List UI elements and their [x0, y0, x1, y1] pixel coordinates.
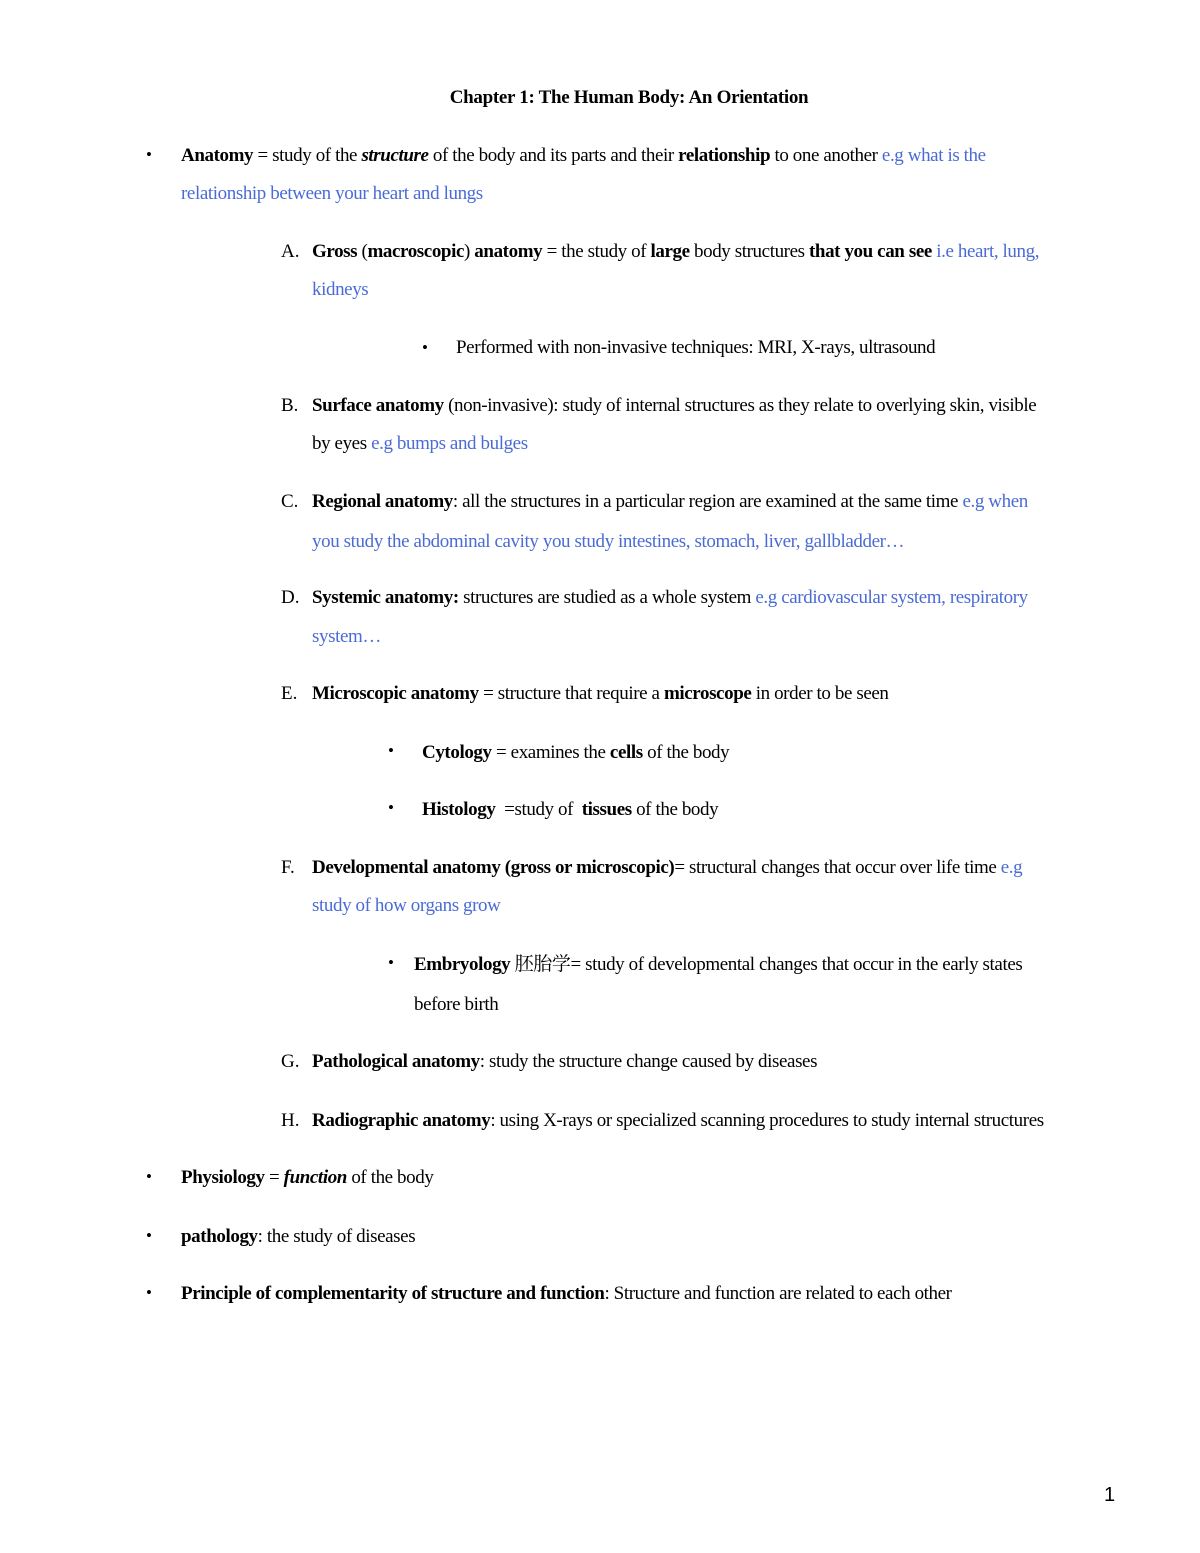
gross-text-3: = the study of — [542, 241, 651, 262]
histology-text-1: =study of — [495, 799, 582, 820]
structure-term: structure — [361, 145, 429, 166]
radiographic-text: : using X-rays or specialized scanning procedures to study internal structures — [490, 1110, 1044, 1131]
large-term: large — [650, 241, 690, 262]
anatomy-example-2: relationship between your heart and lungs — [181, 183, 483, 204]
histology-term: Histology — [422, 799, 496, 820]
physiology-text-1: = — [264, 1167, 284, 1188]
physiology-term: Physiology — [181, 1167, 265, 1188]
physiology-line — [181, 1167, 433, 1189]
function-term: function — [283, 1167, 347, 1188]
bullet-pathology: • — [146, 1226, 152, 1245]
cytology-term: Cytology — [422, 742, 492, 763]
gross-text-2: ) — [464, 241, 475, 262]
systemic-example-2: system… — [312, 626, 381, 647]
marker-b: B. — [281, 395, 299, 416]
microscopic-text-1: = structure that require a — [478, 683, 664, 704]
embryology-chinese: 胚胎学 — [510, 954, 571, 975]
radiographic-term: Radiographic anatomy — [312, 1110, 491, 1131]
regional-example-2: you study the abdominal cavity you study intestines, stomach, liver, gallbladder… — [312, 531, 905, 552]
bullet-anatomy: • — [146, 145, 152, 164]
surface-example: e.g bumps and bulges — [371, 433, 528, 454]
systemic-text-1: structures are studied as a whole system — [458, 587, 756, 608]
principle-term: Principle of complementarity of structure and function — [181, 1283, 605, 1304]
systemic-example-1: e.g cardiovascular system, respiratory — [755, 587, 1028, 608]
marker-a: A. — [281, 241, 300, 262]
microscopic-term: Microscopic anatomy — [312, 683, 479, 704]
gross-text-1: ( — [357, 241, 368, 262]
radiographic-line — [312, 1110, 1044, 1132]
pathological-term: Pathological anatomy — [312, 1051, 480, 1072]
marker-d: D. — [281, 587, 300, 608]
principle-text: : Structure and function are related to each other — [604, 1283, 952, 1304]
gross-text-4: body structures — [689, 241, 809, 262]
embryology-line-2: before birth — [414, 994, 499, 1015]
page-number: 1 — [1104, 1484, 1116, 1506]
pathology-term: pathology — [181, 1226, 258, 1247]
embryology-line-1 — [414, 954, 1022, 976]
pathology-text: : the study of diseases — [257, 1226, 416, 1247]
gross-sub: Performed with non-invasive techniques: MRI, X-rays, ultrasound — [456, 337, 936, 358]
bullet-histology: • — [388, 798, 394, 817]
cytology-text-2: of the body — [642, 742, 730, 763]
systemic-term: Systemic anatomy: — [312, 587, 459, 608]
regional-example-1: e.g when — [962, 491, 1028, 512]
tissues-term: tissues — [581, 799, 632, 820]
marker-f: F. — [281, 857, 295, 878]
see-term: that you can see — [808, 241, 932, 262]
surface-line-2 — [312, 433, 528, 455]
marker-c: C. — [281, 491, 299, 512]
microscopic-line-1 — [312, 683, 889, 705]
cytology-line — [422, 742, 729, 764]
bullet-gross-sub: • — [422, 338, 428, 357]
gross-example-1: i.e heart, lung, — [931, 241, 1040, 262]
cells-term: cells — [609, 742, 643, 763]
developmental-term: Developmental anatomy (gross or microscopic) — [312, 857, 675, 878]
bullet-cytology: • — [388, 741, 394, 760]
marker-e: E. — [281, 683, 298, 704]
regional-term: Regional anatomy — [312, 491, 453, 512]
surface-line-1 — [312, 395, 1036, 417]
page-title: Chapter 1: The Human Body: An Orientation — [449, 87, 809, 108]
anatomy-line-1 — [181, 145, 986, 167]
anatomy-example-1: e.g what is the — [881, 145, 986, 166]
developmental-text-1: = structural changes that occur over life time — [674, 857, 1001, 878]
gross-term: Gross — [312, 241, 358, 262]
histology-text-2: of the body — [631, 799, 719, 820]
regional-text-1: : all the structures in a particular region are examined at the same time — [452, 491, 963, 512]
developmental-example-2: study of how organs grow — [312, 895, 501, 916]
microscope-term: microscope — [663, 683, 752, 704]
pathological-text: : study the structure change caused by diseases — [479, 1051, 818, 1072]
gross-example-2: kidneys — [312, 279, 369, 300]
anatomy-text-2: of the body and its parts and their — [428, 145, 679, 166]
bullet-embryology: • — [388, 953, 394, 972]
developmental-example-1: e.g — [1000, 857, 1023, 878]
marker-h: H. — [281, 1110, 300, 1131]
principle-line — [181, 1283, 952, 1305]
bullet-physiology: • — [146, 1167, 152, 1186]
surface-text-2: by eyes — [312, 433, 372, 454]
embryology-text-1: = study of developmental changes that occur in the early states — [570, 954, 1023, 975]
systemic-line-1 — [312, 587, 1028, 609]
cytology-text-1: = examines the — [491, 742, 610, 763]
relationship-term: relationship — [678, 145, 771, 166]
anatomy-text-1: = study of the — [253, 145, 362, 166]
microscopic-text-2: in order to be seen — [751, 683, 889, 704]
pathological-line — [312, 1051, 817, 1073]
physiology-text-2: of the body — [346, 1167, 434, 1188]
surface-text-1: (non-invasive): study of internal structures as they relate to overlying skin, visible — [443, 395, 1037, 416]
regional-line-1 — [312, 491, 1028, 513]
pathology-line — [181, 1226, 415, 1248]
embryology-term: Embryology — [414, 954, 511, 975]
histology-line — [422, 799, 718, 821]
gross-line-1 — [312, 241, 1039, 263]
anatomy-text-3: to one another — [770, 145, 882, 166]
gross-anatomy-term: anatomy — [474, 241, 543, 262]
macroscopic-term: macroscopic — [367, 241, 465, 262]
developmental-line-1 — [312, 857, 1022, 879]
bullet-principle: • — [146, 1283, 152, 1302]
surface-term: Surface anatomy — [312, 395, 444, 416]
anatomy-term: Anatomy — [181, 145, 254, 166]
marker-g: G. — [281, 1051, 300, 1072]
